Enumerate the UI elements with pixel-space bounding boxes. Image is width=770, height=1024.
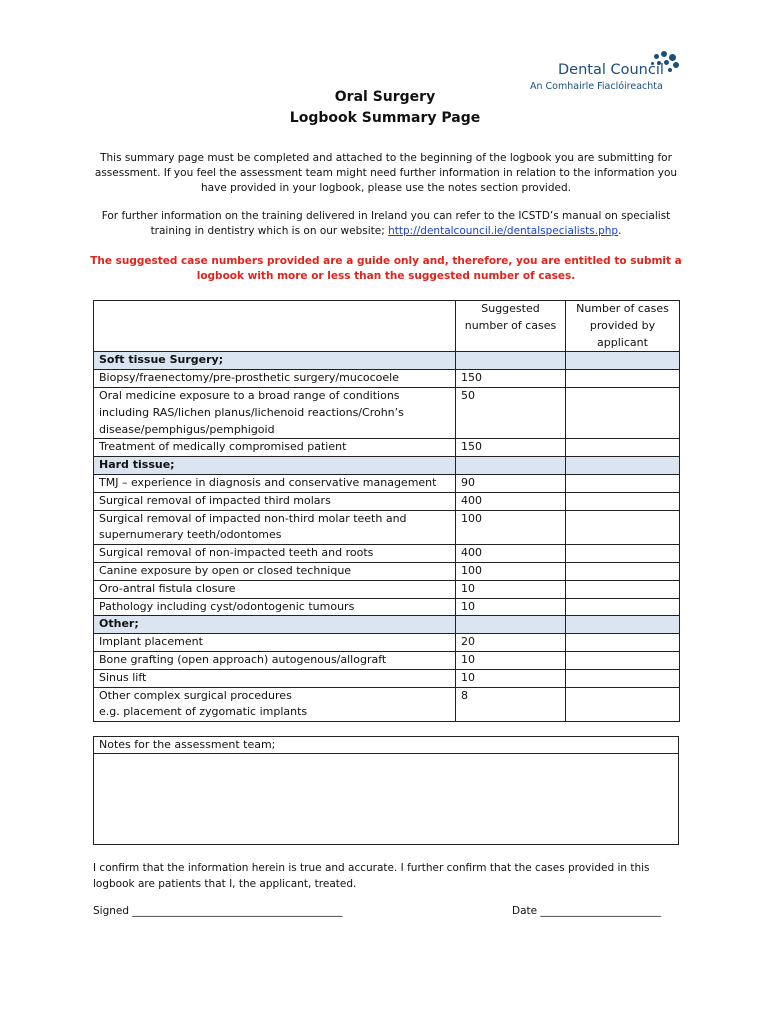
date-line[interactable]: Date _______________________	[512, 905, 662, 917]
table-row	[94, 687, 680, 722]
info-text: For further information on the training delivered in Ireland you can refer to the ICSTD’s manual on specialist training in dentistry which is on our website;	[101, 210, 671, 237]
applicant-cases-cell[interactable]	[566, 687, 680, 722]
procedure-cell: Other complex surgical procedures e.g. placement of zygomatic implants	[94, 687, 456, 722]
notes-input-area[interactable]	[94, 754, 679, 845]
procedure-cell: Sinus lift	[94, 669, 456, 687]
procedure-cell: Implant placement	[94, 634, 456, 652]
suggested-cases-cell: 10	[456, 669, 566, 687]
applicant-cases-cell[interactable]	[566, 510, 680, 545]
category-row	[94, 616, 680, 634]
table-row	[94, 510, 680, 545]
suggested-cases-cell: 90	[456, 474, 566, 492]
procedure-cell: Surgical removal of impacted non-third molar teeth and supernumerary teeth/odontomes	[94, 510, 456, 545]
table-row	[94, 651, 680, 669]
header-suggested: Suggested number of cases	[456, 301, 566, 352]
procedure-cell: Oro-antral fistula closure	[94, 580, 456, 598]
category-applicant-cell	[566, 616, 680, 634]
suggested-cases-cell: 20	[456, 634, 566, 652]
table-row	[94, 580, 680, 598]
signature-line[interactable]: Signed ________________________________________	[93, 905, 343, 917]
table-row	[94, 387, 680, 438]
page-title: Oral Surgery	[334, 89, 436, 105]
table-row	[94, 669, 680, 687]
applicant-cases-cell[interactable]	[566, 474, 680, 492]
applicant-cases-cell[interactable]	[566, 598, 680, 616]
table-row	[94, 562, 680, 580]
table-row	[94, 474, 680, 492]
applicant-cases-cell[interactable]	[566, 580, 680, 598]
procedure-cell: Oral medicine exposure to a broad range of conditions including RAS/lichen planus/lichenoid reactions/Crohn’s disease/pemphigus/pemphigoid	[94, 387, 456, 438]
header-applicant: Number of cases provided by applicant	[566, 301, 680, 352]
applicant-cases-cell[interactable]	[566, 387, 680, 438]
suggested-cases-cell: 150	[456, 370, 566, 388]
suggested-cases-cell: 50	[456, 387, 566, 438]
suggested-cases-cell: 10	[456, 598, 566, 616]
category-row	[94, 457, 680, 475]
applicant-cases-cell[interactable]	[566, 545, 680, 563]
suggested-cases-cell: 100	[456, 562, 566, 580]
suggested-cases-cell: 400	[456, 492, 566, 510]
header-procedure-cell	[94, 301, 456, 352]
table-header-row	[94, 301, 680, 352]
warning-note: The suggested case numbers provided are a guide only and, therefore, you are entitled to submit a logbook with more or less than the suggested number of cases.	[90, 255, 682, 282]
category-applicant-cell	[566, 352, 680, 370]
applicant-cases-cell[interactable]	[566, 492, 680, 510]
table-row	[94, 634, 680, 652]
notes-table	[93, 736, 679, 845]
confirmation-statement: I confirm that the information herein is true and accurate. I further confirm that the cases provided in this logbook are patients that I, the applicant, treated.	[93, 862, 650, 890]
notes-label: Notes for the assessment team;	[94, 737, 679, 754]
category-suggested-cell	[456, 352, 566, 370]
info-paragraph	[90, 209, 682, 239]
logo-subtitle: An Comhairle Fiaclóireachta	[530, 81, 663, 92]
category-suggested-cell	[456, 616, 566, 634]
applicant-cases-cell[interactable]	[566, 370, 680, 388]
applicant-cases-cell[interactable]	[566, 634, 680, 652]
specialists-link[interactable]: http://dentalcouncil.ie/dentalspecialists.php	[388, 225, 619, 237]
table-row	[94, 598, 680, 616]
suggested-cases-cell: 10	[456, 651, 566, 669]
applicant-cases-cell[interactable]	[566, 651, 680, 669]
procedure-cell: Surgical removal of non-impacted teeth and roots	[94, 545, 456, 563]
procedure-cell: Canine exposure by open or closed technique	[94, 562, 456, 580]
procedure-cell: Treatment of medically compromised patient	[94, 439, 456, 457]
category-suggested-cell	[456, 457, 566, 475]
suggested-cases-cell: 8	[456, 687, 566, 722]
page-subtitle: Logbook Summary Page	[289, 110, 481, 126]
suggested-cases-cell: 10	[456, 580, 566, 598]
category-applicant-cell	[566, 457, 680, 475]
category-label: Other;	[94, 616, 456, 634]
info-text-end: .	[618, 225, 622, 237]
suggested-cases-cell: 150	[456, 439, 566, 457]
procedure-cell: Surgical removal of impacted third molars	[94, 492, 456, 510]
applicant-cases-cell[interactable]	[566, 439, 680, 457]
procedure-cell: Bone grafting (open approach) autogenous/allograft	[94, 651, 456, 669]
table-row	[94, 492, 680, 510]
table-row	[94, 439, 680, 457]
case-summary-table	[93, 300, 680, 722]
table-row	[94, 545, 680, 563]
table-row	[94, 370, 680, 388]
logo-name: Dental Council	[558, 62, 664, 78]
procedure-cell: Pathology including cyst/odontogenic tumours	[94, 598, 456, 616]
category-label: Soft tissue Surgery;	[94, 352, 456, 370]
category-row	[94, 352, 680, 370]
applicant-cases-cell[interactable]	[566, 562, 680, 580]
suggested-cases-cell: 100	[456, 510, 566, 545]
intro-paragraph: This summary page must be completed and attached to the beginning of the logbook you are submitting for assessment. If you feel the assessment team might need further information in relation to the information you have provided in your logbook, please use the notes section provided.	[94, 152, 678, 194]
category-label: Hard tissue;	[94, 457, 456, 475]
applicant-cases-cell[interactable]	[566, 669, 680, 687]
procedure-cell: Biopsy/fraenectomy/pre-prosthetic surgery/mucocoele	[94, 370, 456, 388]
suggested-cases-cell: 400	[456, 545, 566, 563]
procedure-cell: TMJ – experience in diagnosis and conservative management	[94, 474, 456, 492]
